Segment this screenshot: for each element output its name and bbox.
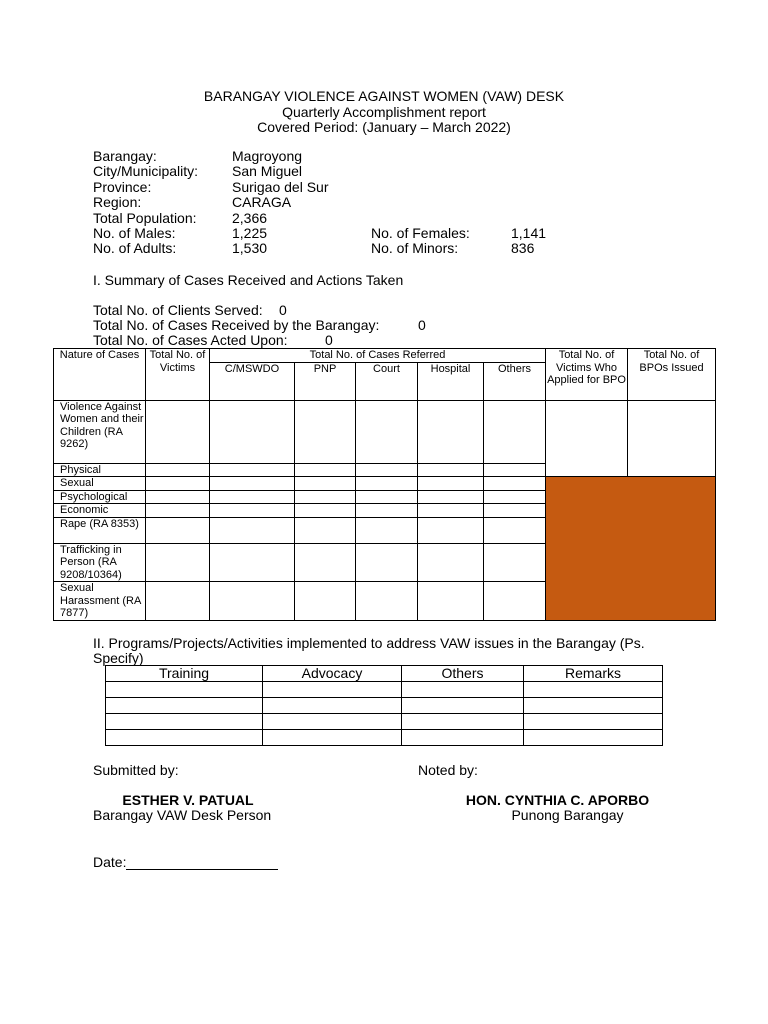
province-value: Surigao del Sur <box>232 179 329 195</box>
report-subtitle: Quarterly Accomplishment report <box>282 104 486 120</box>
barangay-label: Barangay: <box>93 148 157 164</box>
header-total-victims: Total No. of Victims <box>146 349 210 401</box>
cases-acted-value: 0 <box>325 332 333 348</box>
header-applied-bpo: Total No. of Victims Who Applied for BPO <box>546 349 628 401</box>
case-type-rape: Rape (RA 8353) <box>54 517 146 543</box>
case-type-vawc: Violence Against Women and their Children (RA 9262) <box>54 400 146 463</box>
noter-title: Punong Barangay <box>511 807 624 823</box>
minors-label: No. of Minors: <box>371 240 459 256</box>
males-value: 1,225 <box>232 225 268 241</box>
region-value: CARAGA <box>232 194 292 210</box>
section2-heading: II. Programs/Projects/Activities implemented to address VAW issues in the Barangay (Ps. <box>93 635 645 651</box>
barangay-value: Magroyong <box>232 148 303 164</box>
header-training: Training <box>106 666 263 682</box>
table-row <box>106 730 663 746</box>
city-label: City/Municipality: <box>93 163 199 179</box>
table-row <box>106 698 663 714</box>
table-row <box>106 682 663 698</box>
cases-acted-label: Total No. of Cases Acted Upon: <box>93 332 288 348</box>
header-ppa-others: Others <box>402 666 524 682</box>
date-line <box>126 856 278 870</box>
header-nature-of-cases: Nature of Cases <box>54 349 146 401</box>
header-others: Others <box>484 362 546 400</box>
region-label: Region: <box>93 194 142 210</box>
header-cases-referred: Total No. of Cases Referred <box>210 349 546 363</box>
noted-by-label: Noted by: <box>418 762 478 778</box>
header-cmswdo: C/MSWDO <box>210 362 295 400</box>
header-hospital: Hospital <box>418 362 484 400</box>
ppa-table <box>105 665 663 746</box>
case-type-sexual: Sexual <box>54 477 146 491</box>
shaded-cell <box>546 477 716 621</box>
submitter-title: Barangay VAW Desk Person <box>93 807 272 823</box>
table-row <box>54 477 716 491</box>
clients-served-value: 0 <box>279 302 287 318</box>
population-label: Total Population: <box>93 210 197 226</box>
case-type-harassment: Sexual Harassment (RA 7877) <box>54 582 146 621</box>
adults-label: No. of Adults: <box>93 240 177 256</box>
province-label: Province: <box>93 179 152 195</box>
noter-name: HON. CYNTHIA C. APORBO <box>465 792 650 808</box>
submitted-by-label: Submitted by: <box>93 762 179 778</box>
header-bpos-issued: Total No. of BPOs Issued <box>628 349 716 401</box>
case-type-physical: Physical <box>54 463 146 477</box>
females-label: No. of Females: <box>371 225 470 241</box>
section2-heading-cont: Specify) <box>93 650 144 666</box>
date-field <box>93 855 278 870</box>
header-pnp: PNP <box>295 362 356 400</box>
section1-heading: I. Summary of Cases Received and Actions Taken <box>93 272 404 288</box>
case-type-psychological: Psychological <box>54 490 146 504</box>
report-title: BARANGAY VIOLENCE AGAINST WOMEN (VAW) DESK <box>203 88 565 104</box>
minors-value: 836 <box>511 240 535 256</box>
table-row <box>54 400 716 463</box>
males-label: No. of Males: <box>93 225 176 241</box>
cases-received-value: 0 <box>418 317 426 333</box>
cases-table <box>53 348 716 621</box>
case-type-economic: Economic <box>54 504 146 518</box>
covered-period: Covered Period: (January – March 2022) <box>257 119 511 135</box>
header-advocacy: Advocacy <box>263 666 402 682</box>
table-row <box>106 714 663 730</box>
population-value: 2,366 <box>232 210 268 226</box>
city-value: San Miguel <box>232 163 303 179</box>
case-type-trafficking: Trafficking in Person (RA 9208/10364) <box>54 543 146 582</box>
submitter-name: ESTHER V. PATUAL <box>122 792 254 808</box>
cases-received-label: Total No. of Cases Received by the Barangay: <box>93 317 380 333</box>
date-label: Date: <box>93 854 127 870</box>
header-court: Court <box>356 362 418 400</box>
females-value: 1,141 <box>511 225 547 241</box>
adults-value: 1,530 <box>232 240 268 256</box>
clients-served-label: Total No. of Clients Served: <box>93 302 263 318</box>
header-remarks: Remarks <box>524 666 663 682</box>
